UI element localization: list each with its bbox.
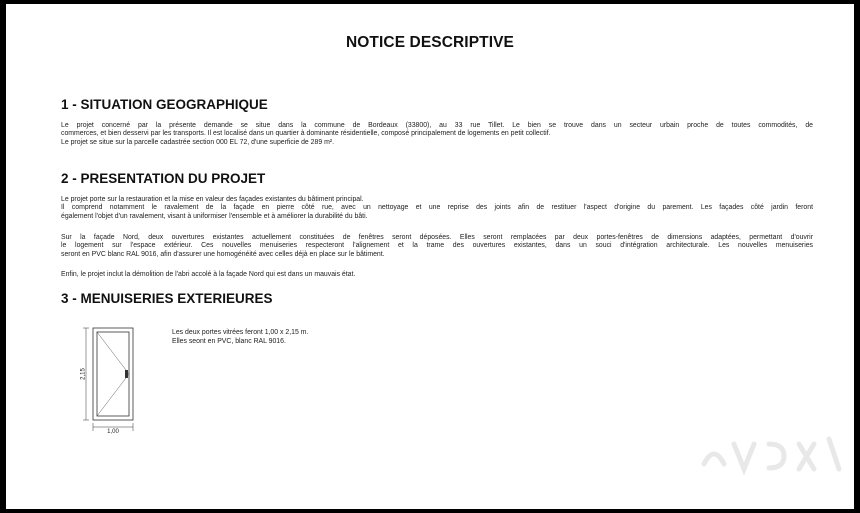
text-line: Il comprend notamment le ravalement de la façade en pierre côté rue, avec un nettoyage et une reprise des joints afin de restituer l'aspect d'origine du parement. Les façades côté jardin feront bbox=[61, 204, 813, 212]
text-line: Les deux portes vitrées feront 1,00 x 2,15 m. bbox=[172, 329, 309, 336]
watermark-logo bbox=[694, 429, 844, 479]
height-label: 2,15 bbox=[80, 368, 87, 380]
document-title: NOTICE DESCRIPTIVE bbox=[345, 34, 515, 51]
door-elevation-drawing bbox=[78, 322, 148, 434]
document-page bbox=[6, 4, 854, 509]
presentation-paragraph-3 bbox=[61, 271, 813, 279]
opening-line bbox=[97, 332, 129, 374]
text-line: Elles seont en PVC, blanc RAL 9016. bbox=[172, 338, 286, 345]
menuiseries-text bbox=[172, 328, 308, 346]
text-line: Sur la façade Nord, deux ouvertures existantes actuellement constituées de fenêtres seront déposées. Elles seront remplacées par deux portes-fenêtres de dimensions adaptées, permettant d'ouvrir bbox=[61, 234, 813, 241]
opening-line bbox=[97, 374, 129, 416]
door-glazing bbox=[97, 332, 129, 416]
width-label: 1,00 bbox=[107, 429, 119, 434]
situation-paragraph bbox=[61, 122, 813, 147]
text-line: Le projet porte sur la restauration et la mise en valeur des façades existantes du bâtiment principal. bbox=[61, 196, 364, 203]
door-handle bbox=[125, 370, 128, 378]
presentation-paragraph-1 bbox=[61, 196, 813, 221]
section-heading-presentation: 2 - PRESENTATION DU PROJET bbox=[61, 171, 266, 186]
section-heading-menuiseries: 3 - MENUISERIES EXTERIEURES bbox=[61, 291, 273, 306]
text-line: Enfin, le projet inclut la démolition de l'abri accolé à la façade Nord qui est dans un mauvais état. bbox=[61, 271, 356, 278]
text-line: commerces, et bien desservi par les transports. Il est localisé dans un quartier à dominante résidentielle, composé principalement de logements en petit collectif. bbox=[61, 130, 551, 138]
text-line: Le projet se situe sur la parcelle cadastrée section 000 EL 72, d'une superficie de 289 m². bbox=[61, 138, 335, 146]
section-heading-situation: 1 - SITUATION GEOGRAPHIQUE bbox=[61, 97, 268, 112]
text-line: également l'objet d'un ravalement, visant à uniformiser l'ensemble et à améliorer la durabilité du bâti. bbox=[61, 212, 368, 220]
text-line: Le projet concerné par la présente demande se situe dans la commune de Bordeaux (33800), au 33 rue Tillet. Le bien se trouve dans un secteur urbain proche de toutes commodités, de bbox=[61, 122, 813, 129]
text-line: le logement sur l'espace extérieur. Ces nouvelles menuiseries respecteront l'alignement et la trame des ouvertures existantes, dans un souci d'intégration architecturale. Les nouvelles menuiseries bbox=[61, 242, 813, 250]
presentation-paragraph-2 bbox=[61, 234, 813, 259]
text-line: seront en PVC blanc RAL 9016, afin d'assurer une homogénéité avec celles déjà en place sur le bâtiment. bbox=[61, 250, 385, 258]
